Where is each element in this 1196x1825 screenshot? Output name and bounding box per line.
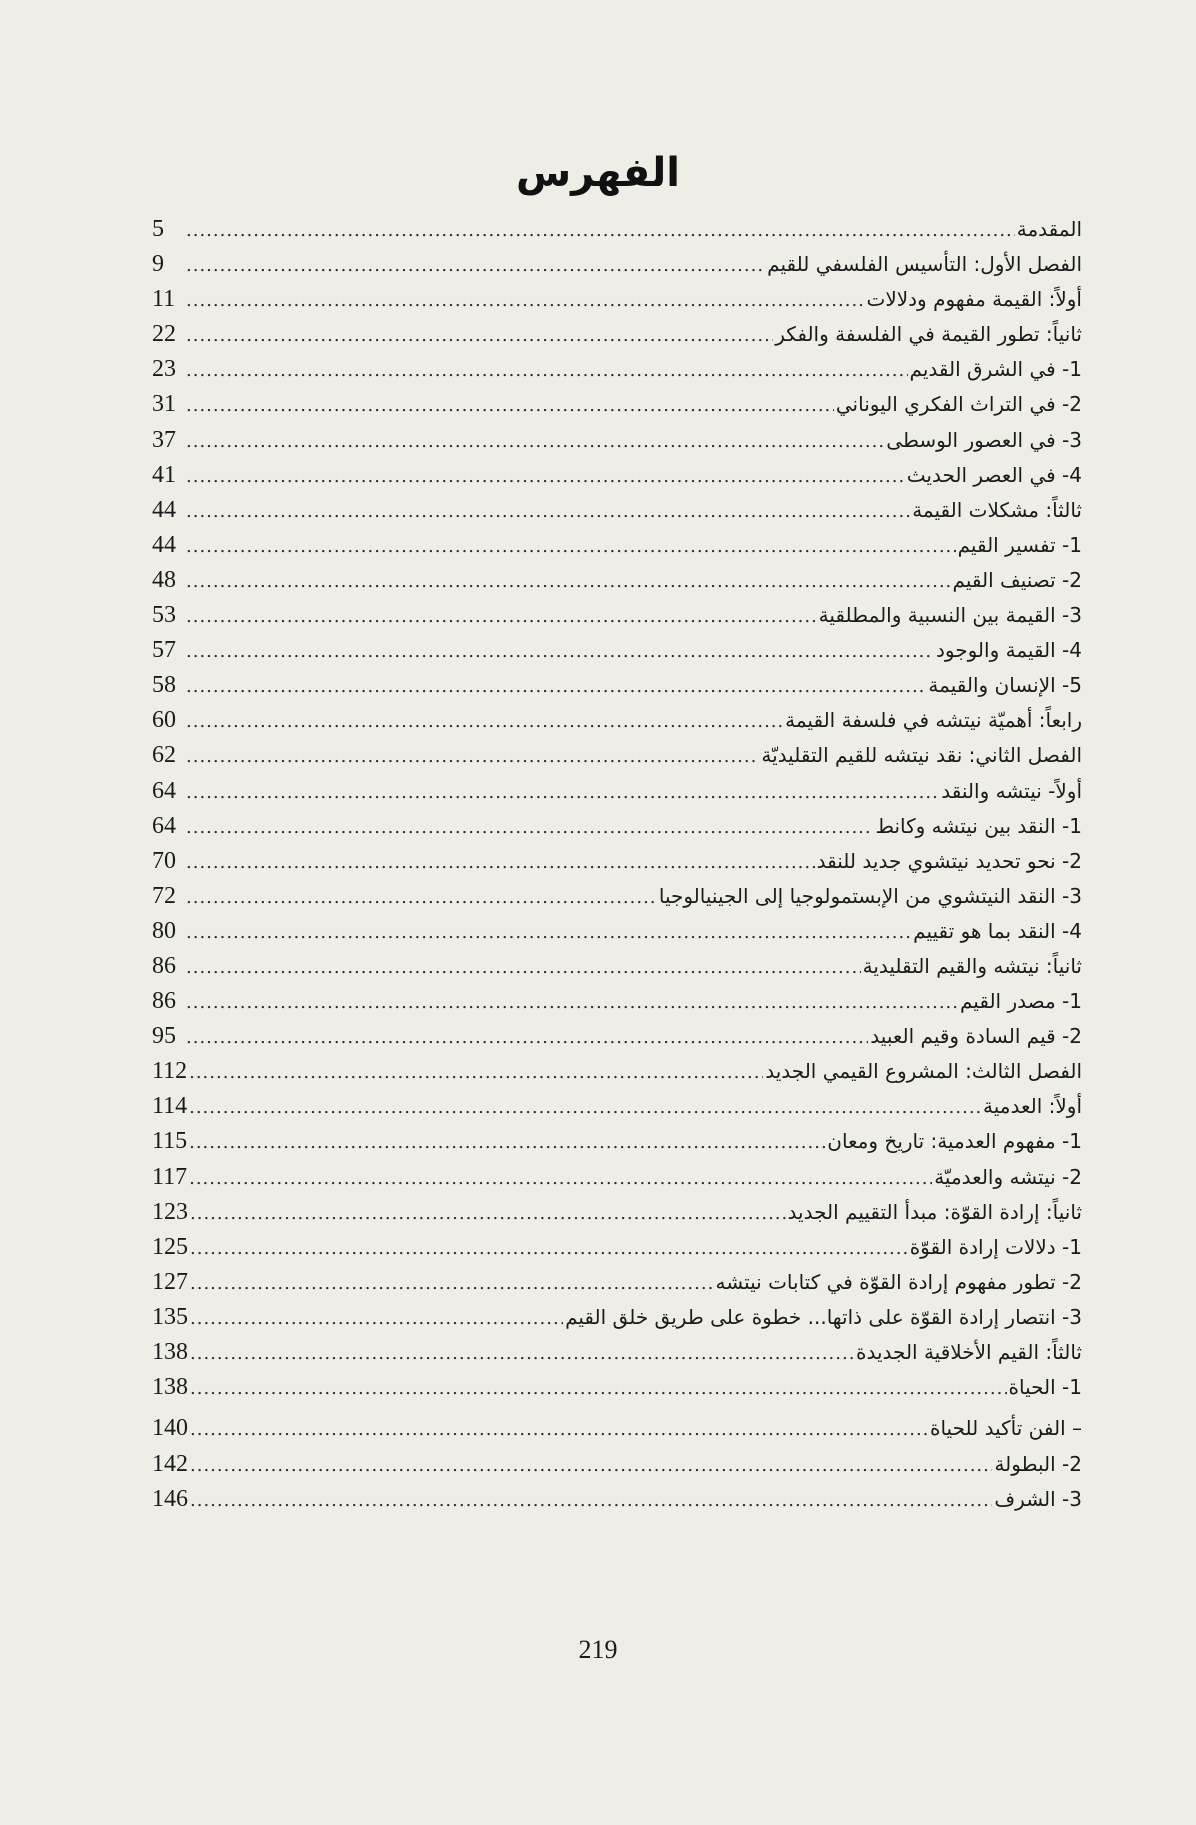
- toc-entry-page: 11: [152, 286, 176, 313]
- dot-leader: [186, 424, 884, 459]
- toc-entry-title: ثانياً: نيتشه والقيم التقليدية: [862, 953, 1082, 978]
- toc-entry-page: 44: [152, 531, 176, 558]
- toc-entry-page: 5: [152, 216, 164, 242]
- dot-leader: [186, 529, 956, 564]
- toc-entry-page: 64: [152, 812, 176, 839]
- toc-entry-page: 95: [152, 1023, 176, 1050]
- toc-entry-title: 2- البطولة: [994, 1452, 1082, 1477]
- toc-entry: [152, 668, 1082, 703]
- toc-entry-title: 4- في العصر الحديث: [906, 462, 1082, 487]
- toc-entry-page: 125: [152, 1233, 188, 1260]
- toc-entry-page: 138: [152, 1374, 188, 1401]
- toc-entry-title: 1- الحياة: [1008, 1375, 1082, 1400]
- toc-entry: [152, 1265, 1082, 1300]
- toc-entry-page: 86: [152, 952, 176, 979]
- toc-entry: [152, 844, 1082, 879]
- toc-entry-title: 5- الإنسان والقيمة: [928, 673, 1082, 698]
- dot-leader: [186, 810, 873, 845]
- toc-entry-title: 3- الشرف: [994, 1487, 1082, 1512]
- toc-entry: [152, 1054, 1082, 1089]
- toc-entry: [152, 387, 1082, 422]
- toc-entry-title: 1- النقد بين نيتشه وكانط: [875, 813, 1082, 838]
- toc-entry: [152, 703, 1082, 738]
- toc-entry-title: المقدمة: [1016, 217, 1082, 241]
- toc-entry: [152, 1300, 1082, 1335]
- toc-entry: [152, 423, 1082, 458]
- toc-entry-title: ثانياً: تطور القيمة في الفلسفة والفكر: [775, 322, 1082, 347]
- toc-entry-page: 70: [152, 847, 176, 874]
- dot-leader: [186, 704, 783, 739]
- toc-entry-page: 22: [152, 321, 176, 348]
- toc-entry-title: – الفن تأكيد للحياة: [929, 1416, 1082, 1441]
- toc-entry-title: أولاً: العدمية: [983, 1094, 1082, 1119]
- toc-entry-page: 112: [152, 1058, 188, 1085]
- toc-entry-page: 9: [152, 251, 164, 278]
- dot-leader: [186, 599, 817, 634]
- dot-leader: [186, 950, 861, 985]
- toc-entry-page: 48: [152, 566, 176, 593]
- toc-entry-page: 72: [152, 882, 176, 909]
- toc-entry-page: 140: [152, 1415, 188, 1442]
- toc-entry-title: 3- النقد النيتشوي من الإبستمولوجيا إلى الجينيالوجيا: [658, 883, 1082, 908]
- toc-entry-page: 53: [152, 602, 176, 629]
- toc-entry-page: 142: [152, 1451, 188, 1478]
- toc-entry-page: 80: [152, 917, 176, 944]
- toc-entry: [152, 563, 1082, 598]
- toc-entry: [152, 1089, 1082, 1124]
- toc-entry-page: 117: [152, 1163, 188, 1190]
- toc-entry-title: 3- القيمة بين النسبية والمطلقية: [818, 603, 1082, 628]
- toc-entry-title: 2- تطور مفهوم إرادة القوّة في كتابات نيتشه: [715, 1269, 1082, 1294]
- toc-entry: [152, 984, 1082, 1019]
- toc-entry-title: 3- في العصور الوسطى: [886, 427, 1082, 452]
- toc-entry: [152, 212, 1082, 247]
- toc-entry: [152, 493, 1082, 528]
- toc-entry-page: 58: [152, 672, 176, 699]
- dot-leader: [186, 634, 934, 669]
- dot-leader: [190, 1407, 928, 1453]
- toc-entry-page: 31: [152, 391, 176, 418]
- page-number: 219: [578, 1635, 618, 1664]
- dot-leader: [190, 1448, 992, 1483]
- toc-entry-title: 2- في التراث الفكري اليوناني: [835, 392, 1082, 417]
- toc-entry: [152, 458, 1082, 493]
- toc-entry: [152, 1124, 1082, 1159]
- toc-entry-title: 3- انتصار إرادة القوّة على ذاتها... خطوة على طريق خلق القيم: [565, 1304, 1082, 1329]
- dot-leader: [186, 739, 759, 774]
- toc-entry-title: 4- النقد بما هو تقييم: [913, 918, 1082, 943]
- toc-entry: [152, 317, 1082, 352]
- toc-entry: [152, 1335, 1082, 1370]
- toc-entry: [152, 1019, 1082, 1054]
- toc-entry-title: 4- القيمة والوجود: [936, 638, 1082, 663]
- toc-entry-page: 37: [152, 426, 176, 453]
- toc-entry-title: ثالثاً: مشكلات القيمة: [912, 497, 1082, 522]
- toc-entry-page: 41: [152, 461, 176, 488]
- dot-leader: [190, 1231, 908, 1266]
- dot-leader: [190, 1301, 563, 1336]
- dot-leader: [186, 985, 958, 1020]
- dot-leader: [186, 248, 765, 283]
- toc-entry-title: أولاً- نيتشه والنقد: [941, 778, 1082, 803]
- dot-leader: [186, 1020, 868, 1055]
- dot-leader: [186, 880, 657, 915]
- dot-leader: [186, 318, 773, 353]
- toc-entry-title: 1- مصدر القيم: [960, 989, 1082, 1014]
- toc-entry-title: 2- تصنيف القيم: [952, 567, 1082, 592]
- toc-entry-page: 62: [152, 742, 176, 769]
- toc-entry-page: 114: [152, 1093, 188, 1120]
- dot-leader: [186, 915, 911, 950]
- toc-entry-title: رابعاً: أهميّة نيتشه في فلسفة القيمة: [785, 708, 1082, 733]
- toc-entry: [152, 528, 1082, 563]
- toc-entry: [152, 1160, 1082, 1195]
- dot-leader: [186, 283, 865, 318]
- dot-leader: [186, 775, 939, 810]
- dot-leader: [186, 669, 926, 704]
- toc-entry-page: 115: [152, 1128, 188, 1155]
- dot-leader: [186, 213, 1015, 248]
- toc-entry-title: ثالثاً: القيم الأخلاقية الجديدة: [856, 1340, 1082, 1364]
- toc-entry: [152, 247, 1082, 282]
- toc-entry: [152, 914, 1082, 949]
- toc-entry-page: 146: [152, 1486, 188, 1513]
- toc-entry: [152, 1482, 1082, 1517]
- toc-entry-page: 127: [152, 1268, 188, 1295]
- toc-entry-title: 2- قيم السادة وقيم العبيد: [870, 1024, 1082, 1049]
- page-title: الفهرس: [515, 150, 680, 196]
- toc-entry: [152, 352, 1082, 387]
- toc-entry: [152, 1230, 1082, 1265]
- dot-leader: [189, 1161, 932, 1196]
- dot-leader: [189, 1055, 763, 1090]
- toc-entry-title: الفصل الثالث: المشروع القيمي الجديد: [765, 1059, 1082, 1084]
- dot-leader: [190, 1196, 786, 1231]
- toc-entry-title: 1- تفسير القيم: [957, 532, 1082, 557]
- toc-entry: [152, 1447, 1082, 1482]
- dot-leader: [186, 564, 951, 599]
- toc-entry: [152, 879, 1082, 914]
- toc-entry-title: 1- دلالات إرادة القوّة: [909, 1234, 1082, 1259]
- toc-entry-title: 1- في الشرق القديم: [909, 357, 1082, 382]
- toc-entry: [152, 949, 1082, 984]
- dot-leader: [186, 388, 834, 423]
- toc-entry-page: 57: [152, 637, 176, 664]
- dot-leader: [190, 1371, 1007, 1406]
- dot-leader: [186, 353, 908, 388]
- toc-entry: [152, 1405, 1082, 1447]
- toc-entry: [152, 1195, 1082, 1230]
- toc-entry-title: 2- نحو تحديد نيتشوي جديد للنقد: [816, 848, 1082, 873]
- toc-entry-title: أولاً: القيمة مفهوم ودلالات: [866, 287, 1082, 312]
- toc-entry-page: 60: [152, 707, 176, 734]
- dot-leader: [189, 1090, 981, 1125]
- toc-entry-title: 2- نيتشه والعدميّة: [934, 1164, 1082, 1189]
- toc-entry-page: 64: [152, 777, 176, 804]
- table-of-contents: [152, 212, 1082, 1517]
- toc-entry: [152, 774, 1082, 809]
- toc-entry: [152, 633, 1082, 668]
- toc-entry-page: 123: [152, 1198, 188, 1225]
- toc-entry: [152, 1370, 1082, 1405]
- toc-entry: [152, 598, 1082, 633]
- toc-entry-title: 1- مفهوم العدمية: تاريخ ومعان: [827, 1129, 1082, 1154]
- toc-entry-page: 23: [152, 356, 176, 383]
- toc-entry-page: 138: [152, 1339, 188, 1365]
- dot-leader: [186, 845, 815, 880]
- toc-entry-page: 86: [152, 988, 176, 1015]
- toc-entry-page: 44: [152, 496, 176, 523]
- toc-entry-title: الفصل الثاني: نقد نيتشه للقيم التقليديّة: [761, 743, 1082, 768]
- dot-leader: [190, 1266, 714, 1301]
- dot-leader: [186, 459, 905, 494]
- toc-entry: [152, 282, 1082, 317]
- toc-entry-title: الفصل الأول: التأسيس الفلسفي للقيم: [767, 252, 1082, 277]
- toc-entry-title: ثانياً: إرادة القوّة: مبدأ التقييم الجديد: [787, 1199, 1082, 1224]
- toc-entry: [152, 809, 1082, 844]
- dot-leader: [186, 494, 910, 529]
- dot-leader: [190, 1336, 854, 1371]
- dot-leader: [189, 1125, 825, 1160]
- dot-leader: [190, 1483, 992, 1518]
- toc-entry-page: 135: [152, 1303, 188, 1330]
- toc-entry: [152, 738, 1082, 773]
